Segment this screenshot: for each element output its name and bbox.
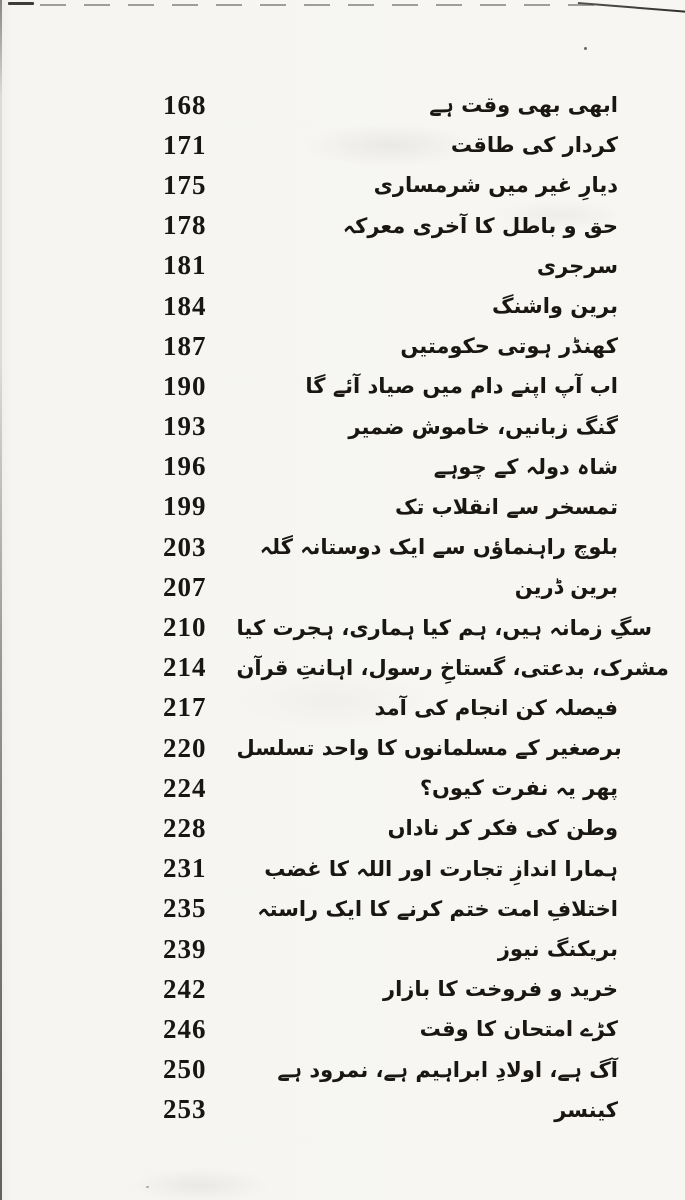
toc-title: برین واشنگ — [491, 294, 618, 319]
toc-page-number: 228 — [163, 812, 207, 843]
toc-title: برین ڈرین — [514, 575, 618, 600]
scan-speck — [146, 1186, 149, 1188]
toc-title: حق و باطل کا آخری معرکہ — [342, 213, 618, 238]
toc-title: خرید و فروخت کا بازار — [383, 977, 618, 1002]
toc-row — [163, 165, 618, 205]
toc-page-number: 181 — [163, 250, 207, 281]
toc-row — [163, 607, 653, 647]
toc-page-number: 239 — [163, 933, 207, 964]
toc-row — [163, 527, 618, 567]
toc-page-number: 217 — [163, 692, 207, 723]
toc-row — [163, 728, 622, 768]
toc-row — [163, 326, 618, 366]
toc-title: اب آپ اپنے دام میں صیاد آئے گا — [305, 374, 618, 399]
toc-title: وطن کی فکر کر ناداں — [387, 816, 618, 841]
toc-row — [163, 969, 618, 1009]
toc-page-number: 193 — [163, 411, 207, 442]
toc-page-number: 203 — [163, 531, 207, 562]
toc-page-number: 207 — [163, 571, 207, 602]
scan-top-edge-mark — [8, 2, 34, 5]
toc-title: کڑے امتحان کا وقت — [419, 1017, 618, 1042]
toc-page-number: 253 — [163, 1094, 207, 1125]
toc-row — [163, 366, 618, 406]
toc-row — [163, 567, 618, 607]
toc-title: ابھی بھی وقت ہے — [429, 93, 618, 118]
toc-row — [163, 688, 618, 728]
toc-page-number: 168 — [163, 89, 207, 120]
toc-title: کردار کی طاقت — [450, 133, 618, 158]
toc-row — [163, 929, 618, 969]
toc-row — [163, 125, 618, 165]
toc-row — [163, 246, 618, 286]
scan-left-edge-line — [0, 0, 2, 1200]
toc-row — [163, 407, 618, 447]
toc-page-number: 178 — [163, 210, 207, 241]
toc-title: گنگ زبانیں، خاموش ضمیر — [348, 414, 618, 439]
toc-row — [163, 286, 618, 326]
toc-row — [163, 1050, 618, 1090]
toc-row — [163, 768, 618, 808]
toc-title: اختلافِ امت ختم کرنے کا ایک راستہ — [257, 896, 618, 921]
toc-row — [163, 1090, 618, 1130]
toc-page-number: 199 — [163, 491, 207, 522]
toc-page-number: 250 — [163, 1054, 207, 1085]
toc-title: پھر یہ نفرت کیوں؟ — [419, 776, 618, 801]
toc-page-number: 196 — [163, 451, 207, 482]
toc-page-number: 171 — [163, 129, 207, 160]
toc-page-number: 235 — [163, 893, 207, 924]
toc-row — [163, 808, 618, 848]
toc-page-number: 184 — [163, 290, 207, 321]
toc-row — [163, 849, 618, 889]
toc-row — [163, 487, 618, 527]
toc-title: کینسر — [554, 1097, 618, 1122]
toc-title: کھنڈر ہوتی حکومتیں — [400, 334, 618, 359]
toc-title: دیارِ غیر میں شرمساری — [373, 173, 618, 198]
toc-title: برصغیر کے مسلمانوں کا واحد تسلسل — [236, 736, 622, 761]
toc-title: سگِ زمانہ ہیں، ہم کیا ہماری، ہجرت کیا — [236, 615, 653, 640]
scan-top-edge-dashes — [40, 4, 600, 6]
toc-row — [163, 1009, 618, 1049]
toc-title: آگ ہے، اولادِ ابراہیم ہے، نمرود ہے — [277, 1057, 618, 1082]
toc-title: بریکنگ نیوز — [497, 937, 618, 962]
toc-row — [163, 447, 618, 487]
toc-title: مشرک، بدعتی، گستاخِ رسول، اہانتِ قرآن — [236, 655, 669, 680]
toc-page-number: 220 — [163, 732, 207, 763]
toc-title: ہمارا اندازِ تجارت اور اللہ کا غضب — [264, 856, 618, 881]
toc-row — [163, 206, 618, 246]
toc-title: شاہ دولہ کے چوہے — [433, 454, 618, 479]
toc-page-number: 224 — [163, 772, 207, 803]
toc-title: سرجری — [536, 253, 618, 278]
toc-row — [163, 85, 618, 125]
scan-speck — [584, 47, 587, 50]
toc-page-number: 187 — [163, 330, 207, 361]
scan-corner-diagonal-line — [578, 2, 685, 13]
toc-page-number: 190 — [163, 370, 207, 401]
toc-list — [163, 85, 669, 1130]
toc-title: فیصلہ کن انجام کی آمد — [374, 695, 618, 720]
toc-page-number: 242 — [163, 973, 207, 1004]
toc-row — [163, 889, 618, 929]
toc-page-number: 231 — [163, 853, 207, 884]
toc-page-number: 214 — [163, 652, 207, 683]
toc-page-number: 210 — [163, 612, 207, 643]
toc-row — [163, 648, 669, 688]
toc-page-number: 246 — [163, 1013, 207, 1044]
toc-page-number: 175 — [163, 169, 207, 200]
toc-title: بلوچ راہنماؤں سے ایک دوستانہ گلہ — [259, 535, 618, 560]
toc-title: تمسخر سے انقلاب تک — [394, 494, 618, 519]
